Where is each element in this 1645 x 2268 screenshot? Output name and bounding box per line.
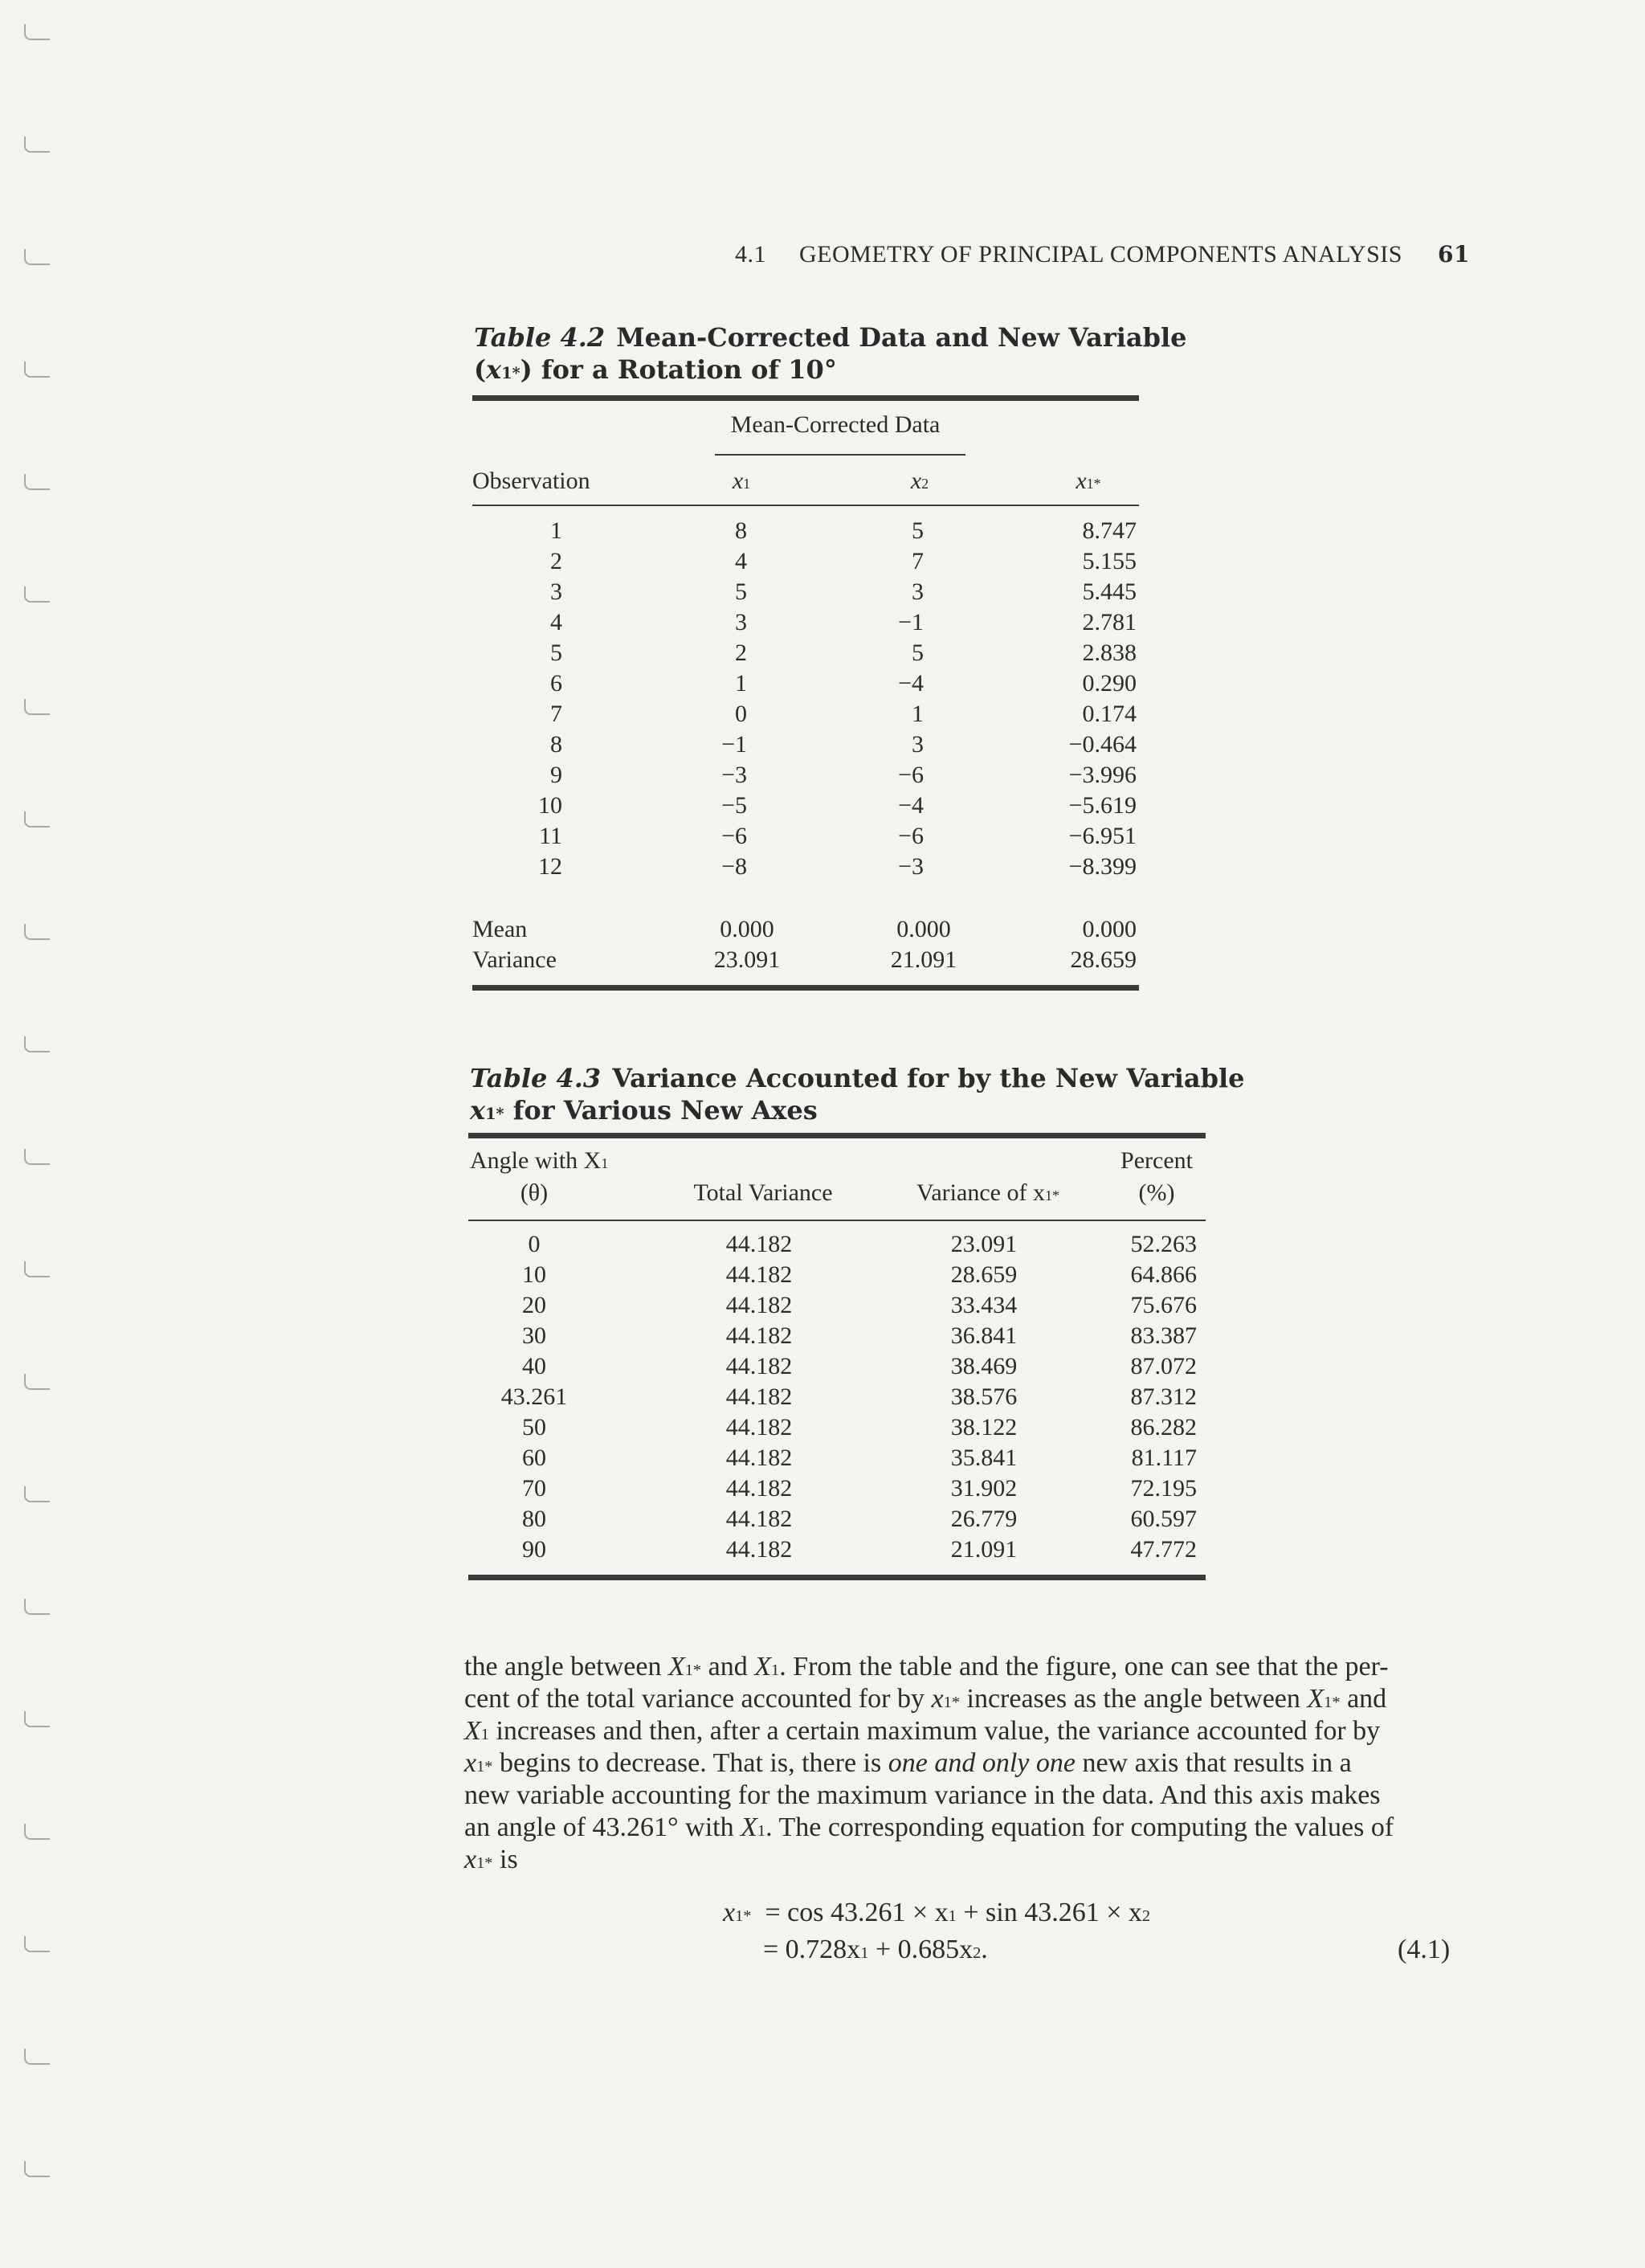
table-row: 30 <box>522 1322 546 1349</box>
table-row: 9 <box>550 762 562 788</box>
col-header-total-variance: Total Variance <box>693 1179 833 1206</box>
table-row: 50 <box>522 1414 546 1440</box>
table-row: 43.261 <box>500 1383 568 1410</box>
running-head <box>735 241 1470 273</box>
binding-edge-marks <box>24 0 56 2268</box>
col-header-percent: Percent <box>1120 1147 1193 1174</box>
col-header-angle: Angle with $X_1$ <box>470 1147 609 1174</box>
col-header-theta: (θ) <box>520 1179 549 1206</box>
col-header-variance-of-x1star: Variance of $x_1^*$ <box>916 1179 1059 1206</box>
table-4-2-caption: Table 4.2 Mean-Corrected Data and New Variable $(x_1^*)$ for a Rotation of 10° <box>474 322 1187 385</box>
table-row: 3 <box>550 578 562 605</box>
table-row: 5 <box>550 640 562 666</box>
table-row: 0 <box>528 1231 541 1257</box>
col-header-x1-star: $x_1^*$ <box>1076 468 1101 494</box>
col-header-x2: $x_2$ <box>910 468 929 494</box>
body-paragraph: the angle between $X_1^*$ and $X_1$. From the table and the figure, one can see that the per- cent of the total variance accounted for by $x_1^*$ increases as the angle between $X_1^*$ and $X_1$ increases and then, after a certain maximum value, the variance accounted for by $x_1^*$ begins to decrease. That is, there is one and only one new axis that results in a new variable accounting for the maximum variance in the data. And this axis makes an angle of 43.261° with $X_1$. The corresponding equation for computing the values of $x_1^*$ is <box>464 1652 1394 1874</box>
table-top-rule <box>472 395 1139 401</box>
equation-line-1: $x_1^* = \cos 43.261 \times x_1 + \sin 43.261 \times x_2$ <box>723 1898 1151 1927</box>
table-row: 1 <box>550 517 562 544</box>
table-bottom-rule <box>468 1575 1206 1580</box>
table-bottom-rule <box>472 985 1139 991</box>
header-rule <box>468 1220 1206 1221</box>
group-header-rule <box>715 454 965 456</box>
table-row: 2 <box>550 548 562 574</box>
table-4-3-caption: Table 4.3 Variance Accounted for by the New Variable $x_1^*$ for Various New Axes <box>470 1063 1245 1126</box>
table-row: 7 <box>550 701 562 727</box>
table-row: 40 <box>522 1353 546 1379</box>
table-top-rule <box>468 1133 1206 1138</box>
summary-row-mean: Mean <box>472 916 528 942</box>
group-header: Mean-Corrected Data <box>730 411 941 438</box>
chapter-title: GEOMETRY OF PRINCIPAL COMPONENTS ANALYSIS <box>799 241 1402 268</box>
summary-row-variance: Variance <box>472 946 557 973</box>
table-row: 80 <box>522 1506 546 1532</box>
col-header-percent-unit: (%) <box>1138 1179 1175 1206</box>
table-row: 11 <box>539 823 562 849</box>
table-row: 12 <box>538 853 562 880</box>
table-row: 60 <box>522 1445 546 1471</box>
col-header-x1: $x_1$ <box>732 468 751 494</box>
table-row: 10 <box>538 792 562 819</box>
table-row: 10 <box>522 1261 546 1288</box>
equation-number: (4.1) <box>1398 1935 1451 1964</box>
table-row: 6 <box>550 670 562 697</box>
equation-line-2: = $0.728x_1 + 0.685x_2$. <box>763 1935 988 1964</box>
table-row: 70 <box>522 1475 546 1502</box>
table-row: 8 <box>550 731 562 758</box>
table-row: 20 <box>522 1292 546 1318</box>
header-rule <box>472 505 1139 506</box>
col-header-observation: Observation <box>472 468 590 494</box>
table-row: 90 <box>522 1536 546 1563</box>
section-number: 4.1 <box>735 241 766 268</box>
table-row: 4 <box>550 609 562 635</box>
page-number: 61 <box>1438 241 1470 268</box>
